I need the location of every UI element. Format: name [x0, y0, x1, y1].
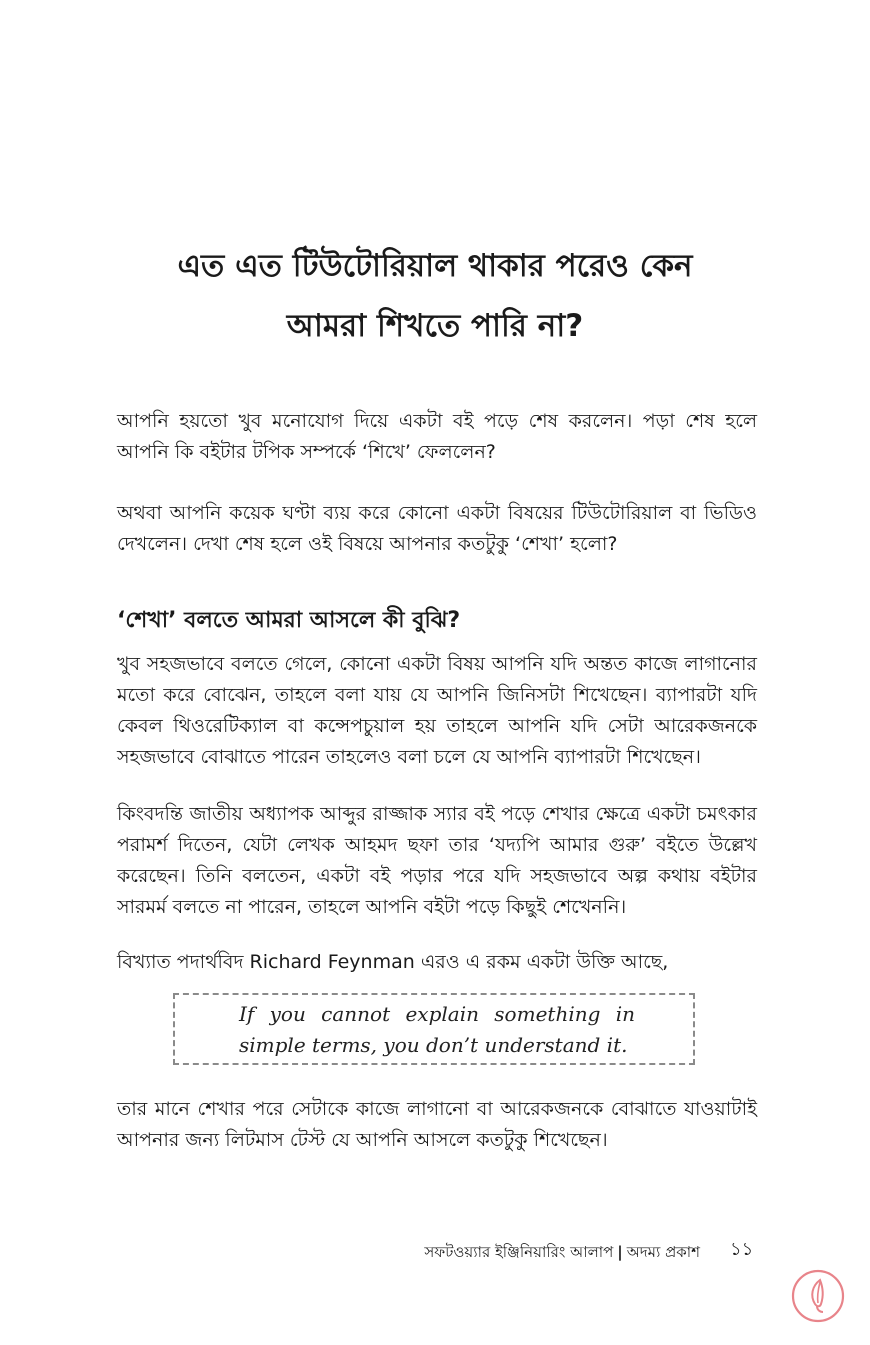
paragraph-4: কিংবদন্তি জাতীয় অধ্যাপক আব্দুর রাজ্জাক স্যার বই পড়ে শেখার ক্ষেত্রে একটা চমৎকার পরামর্শ দিতেন, যেটা লেখক আহমদ ছফা তার ‘যদ্যপি আমার গুরু’ বইতে উল্লেখ করেছেন। তিনি বলতেন, একটা বই পড়ার পরে যদি সহজভাবে অল্প কথায় বইটার সারমর্ম বলতে না পারেন, তাহলে আপনি বইটা পড়ে কিছুই শেখেননি। — [117, 803, 757, 918]
paragraph-6: তার মানে শেখার পরে সেটাকে কাজে লাগানো বা আরেকজনকে বোঝাতে যাওয়াটাই আপনার জন্য লিটমাস টেস্ট যে আপনি আসলে কতটুকু শিখেছেন। — [117, 1098, 757, 1151]
paragraph-5: বিখ্যাত পদার্থবিদ Richard Feynman এরও এ রকম একটা উক্তি আছে, — [117, 951, 669, 973]
footer-publisher: অদম্য প্রকাশ — [626, 1243, 700, 1261]
chapter-title — [100, 236, 770, 356]
page-number: ১১ — [730, 1239, 754, 1260]
paragraph-1: আপনি হয়তো খুব মনোযোগ দিয়ে একটা বই পড়ে শেষ করলেন। পড়া শেষ হলে আপনি কি বইটার টপিক সম্পর্কে ‘শিখে’ ফেললেন? — [117, 410, 757, 463]
section-subheading: ‘শেখা’ বলতে আমরা আসলে কী বুঝি? — [117, 608, 461, 633]
running-footer — [424, 1240, 700, 1264]
chapter-title-line-1: এত এত টিউটোরিয়াল থাকার পরেও কেন — [177, 248, 693, 284]
footer-separator: | — [617, 1243, 623, 1261]
feynman-quote — [239, 999, 635, 1061]
quote-box — [173, 993, 695, 1065]
quote-line-1: If you cannot explain something in — [239, 1002, 635, 1026]
quill-pen-circle-icon — [790, 1268, 846, 1324]
paragraph-2: অথবা আপনি কয়েক ঘণ্টা ব্যয় করে কোনো একটা বিষয়ের টিউটোরিয়াল বা ভিডিও দেখলেন। দেখা শেষ হলে ওই বিষয়ে আপনার কতটুকু ‘শেখা’ হলো? — [117, 502, 757, 555]
chapter-title-line-2: আমরা শিখতে পারি না? — [286, 308, 584, 344]
paragraph-3: খুব সহজভাবে বলতে গেলে, কোনো একটা বিষয় আপনি যদি অন্তত কাজে লাগানোর মতো করে বোঝেন, তাহলে বলা যায় যে আপনি জিনিসটা শিখেছেন। ব্যাপারটা যদি কেবল থিওরেটিক্যাল বা কন্সেপচুয়াল হয় তাহলে আপনি যদি সেটা আরেকজনকে সহজভাবে বোঝাতে পারেন তাহলেও বলা চলে যে আপনি ব্যাপারটা শিখেছেন। — [117, 653, 757, 768]
quote-line-2: simple terms, you don’t understand it. — [239, 1033, 628, 1057]
footer-book-title: সফটওয়্যার ইঞ্জিনিয়ারিং আলাপ — [424, 1243, 614, 1261]
